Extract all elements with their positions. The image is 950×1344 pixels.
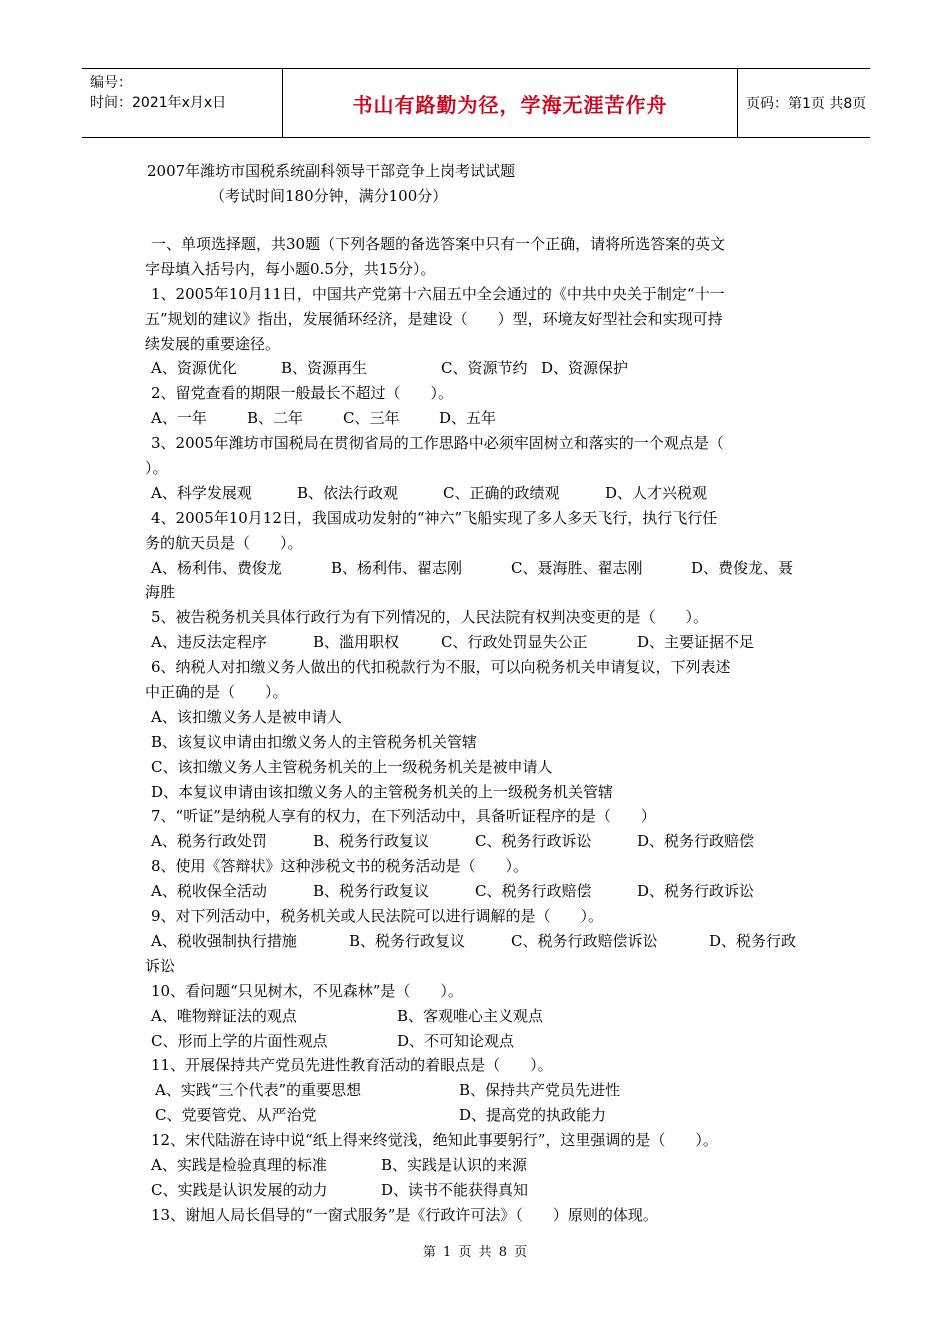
option-b: B、实践是认识的来源 (381, 1155, 528, 1174)
option-d: D、主要证据不足 (637, 633, 755, 652)
question-9: 9、对下列活动中，税务机关或人民法院可以进行调解的是（ ）。 (151, 907, 604, 926)
question-9-options-cont: 诉讼 (145, 956, 176, 975)
option-c: C、资源节约 (441, 359, 528, 378)
question-9-options (145, 929, 811, 954)
option-b: B、依法行政观 (297, 483, 399, 502)
option-b: B、税务行政复议 (313, 832, 430, 851)
option-a: A、杨利伟、费俊龙 (151, 558, 282, 577)
option-b: B、税务行政复议 (313, 882, 430, 901)
page-header (82, 68, 870, 138)
question-10: 10、看问题“只见树木，不见森林”是（ ）。 (151, 981, 463, 1000)
header-motto: 书山有路勤为径，学海无涯苦作舟 (282, 69, 738, 137)
question-12-options-row1 (145, 1153, 811, 1178)
option-a: A、科学发展观 (151, 483, 252, 502)
question-5: 5、被告税务机关具体行政行为有下列情况的，人民法院有权判决变更的是（ ）。 (151, 608, 709, 627)
option-d: D、提高党的执政能力 (459, 1106, 607, 1125)
number-label: 编号： (90, 75, 132, 91)
option-c: C、正确的政绩观 (443, 483, 560, 502)
question-7-options (145, 829, 811, 854)
time-label: 时间：2021年x月x日 (90, 95, 227, 111)
option-d: D、税务行政诉讼 (637, 882, 755, 901)
option-a: A、违反法定程序 (151, 633, 267, 652)
option-a: A、唯物辩证法的观点 (151, 1006, 297, 1025)
question-4-cont: 务的航天员是（ ）。 (145, 533, 303, 552)
option-b: B、税务行政复议 (349, 931, 466, 950)
option-b: B、保持共产党员先进性 (459, 1081, 621, 1100)
question-1-options (145, 356, 811, 381)
option-b: B、杨利伟、翟志刚 (331, 558, 463, 577)
question-3: 3、2005年潍坊市国税局在贯彻省局的工作思路中必须牢固树立和落实的一个观点是（ (151, 434, 724, 453)
section-heading-cont: 字母填入括号内，每小题0.5分，共15分）。 (145, 259, 436, 278)
question-1-cont2: 续发展的重要途径。 (145, 334, 281, 353)
option-d: D、税务行政赔偿 (637, 832, 755, 851)
option-a: A、实践“三个代表”的重要思想 (155, 1081, 362, 1100)
option-c: C、税务行政赔偿诉讼 (511, 931, 658, 950)
question-8-options (145, 879, 811, 904)
option-a: A、税收强制执行措施 (151, 931, 297, 950)
option-d: D、资源保护 (541, 359, 629, 378)
option-d: D、税务行政 (709, 931, 797, 950)
option-a: A、资源优化 (151, 359, 237, 378)
question-6-option-b: B、该复议申请由扣缴义务人的主管税务机关管辖 (151, 732, 478, 751)
question-11-options-row2 (145, 1103, 811, 1128)
option-b: B、资源再生 (281, 359, 368, 378)
question-11-options-row1 (145, 1078, 811, 1103)
header-page-label: 页码：第1页 共8页 (746, 96, 867, 112)
question-6-option-c: C、该扣缴义务人主管税务机关的上一级税务机关是被申请人 (151, 757, 553, 776)
option-c: C、聂海胜、翟志刚 (511, 558, 643, 577)
option-a: A、税务行政处罚 (151, 832, 267, 851)
question-6-cont: 中正确的是（ ）。 (145, 683, 288, 702)
question-5-options (145, 630, 811, 655)
option-d: D、读书不能获得真知 (381, 1180, 529, 1199)
question-2-options (145, 406, 811, 431)
page-footer: 第 1 页 共 8 页 (422, 1245, 528, 1260)
question-11: 11、开展保持共产党员先进性教育活动的着眼点是（ ）。 (151, 1056, 553, 1075)
question-6-option-d: D、本复议申请由该扣缴义务人的主管税务机关的上一级税务机关管辖 (151, 782, 614, 801)
question-13: 13、谢旭人局长倡导的“一窗式服务”是《行政许可法》（ ）原则的体现。 (151, 1205, 658, 1224)
section-heading: 一、单项选择题，共30题（下列各题的备选答案中只有一个正确，请将所选答案的英文 (151, 235, 726, 253)
question-10-options-row1 (145, 1004, 811, 1029)
option-d: D、不可知论观点 (397, 1031, 515, 1050)
question-1-cont: 五”规划的建议》指出，发展循环经济，是建设（ ）型，环境友好型社会和实现可持 (145, 309, 723, 328)
option-d: D、人才兴税观 (605, 483, 708, 502)
option-b: B、二年 (247, 409, 304, 428)
question-12: 12、宋代陆游在诗中说“纸上得来终觉浅，绝知此事要躬行”，这里强调的是（ ）。 (151, 1131, 718, 1150)
option-c: C、党要管党、从严治党 (155, 1106, 317, 1125)
question-1: 1、2005年10月11日，中国共产党第十六届五中全会通过的《中共中央关于制定“十一 (151, 284, 725, 303)
question-4-options (145, 556, 811, 581)
question-4: 4、2005年10月12日，我国成功发射的“神六”飞船实现了多人多天飞行，执行飞行任 (151, 508, 718, 527)
question-6: 6、纳税人对扣缴义务人做出的代扣税款行为不服，可以向税务机关申请复议，下列表述 (151, 658, 731, 677)
document-subtitle: （考试时间180分钟，满分100分） (210, 187, 448, 205)
question-3-cont: ）。 (145, 459, 168, 478)
option-d: D、费俊龙、聂 (691, 558, 794, 577)
option-d: D、五年 (439, 409, 497, 428)
header-info (82, 69, 282, 137)
option-c: C、税务行政赔偿 (475, 882, 592, 901)
option-b: B、滥用职权 (313, 633, 400, 652)
option-c: C、三年 (343, 409, 400, 428)
option-c: C、行政处罚显失公正 (441, 633, 588, 652)
option-c: C、形而上学的片面性观点 (151, 1031, 328, 1050)
option-a: A、税收保全活动 (151, 882, 267, 901)
question-7: 7、“听证”是纳税人享有的权力，在下列活动中，具备听证程序的是（ ） (151, 807, 656, 826)
option-a: A、一年 (151, 409, 207, 428)
question-6-option-a: A、该扣缴义务人是被申请人 (151, 707, 342, 726)
question-10-options-row2 (145, 1029, 811, 1054)
option-c: C、税务行政诉讼 (475, 832, 592, 851)
option-c: C、实践是认识发展的动力 (151, 1180, 328, 1199)
question-2: 2、留党查看的期限一般最长不超过（ ）。 (151, 384, 454, 403)
exam-body (145, 232, 811, 1228)
document-title: 2007年潍坊市国税系统副科领导干部竞争上岗考试试题 (147, 162, 516, 180)
question-3-options (145, 481, 811, 506)
option-a: A、实践是检验真理的标准 (151, 1155, 327, 1174)
question-12-options-row2 (145, 1178, 811, 1203)
question-8: 8、使用《答辩状》这种涉税文书的税务活动是（ ）。 (151, 857, 529, 876)
question-4-options-cont: 海胜 (145, 583, 176, 602)
option-b: B、客观唯心主义观点 (397, 1006, 544, 1025)
